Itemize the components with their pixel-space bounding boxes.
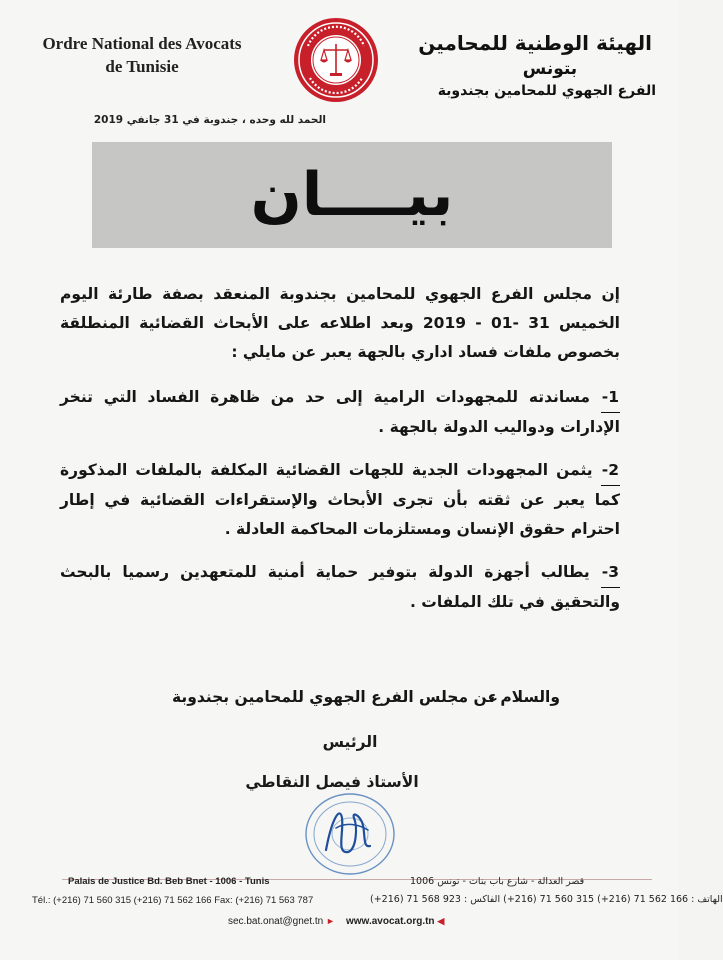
header-fr-line1: Ordre National des Avocats <box>42 34 242 53</box>
signer-name: الأستاذ فيصل النقاطي <box>245 773 419 791</box>
closing-council: عن مجلس الفرع الجهوي للمحامين بجندوبة <box>171 688 498 706</box>
list-item <box>60 456 620 544</box>
footer-email[interactable]: sec.bat.onat@gnet.tn <box>228 916 324 927</box>
statement-body <box>60 280 620 631</box>
footer-website[interactable]: www.avocat.org.tn <box>346 916 435 927</box>
footer-address-ar: قصر العدالة - شارع باب بنات - تونس 1006 <box>410 876 585 887</box>
list-item <box>60 383 620 442</box>
item-number: 2- <box>601 456 620 486</box>
list-item <box>60 558 620 617</box>
arrow-left-icon: ◀ <box>437 916 445 926</box>
footer-website-row <box>346 916 448 927</box>
document-title: بيــــان <box>250 160 454 230</box>
item-text: مساندته للمجهودات الرامية إلى حد من ظاهرة الفساد التي تنخر الإدارات ودواليب الدولة بالجهة . <box>60 388 620 436</box>
header-ar-line3: الفرع الجهوي للمحامين بجندوبة <box>437 83 656 99</box>
arrow-right-icon: ► <box>326 916 335 926</box>
item-number: 1- <box>601 383 620 413</box>
president-title: الرئيس <box>322 733 378 751</box>
item-number: 3- <box>601 558 620 588</box>
footer-address-fr: Palais de Justice Bd. Beb Bnet - 1006 - Tunis <box>68 876 270 887</box>
bar-association-seal-icon <box>292 16 380 104</box>
header-ar-line1: الهيئة الوطنية للمحامين <box>418 31 652 55</box>
header-french <box>22 32 262 78</box>
footer-email-row <box>228 916 335 927</box>
footer-phone-ar: الهاتف : 166 562 71 (216+) 315 560 71 (216+) الفاكس : 923 568 71 (216+) <box>370 894 723 905</box>
document-date: الحمد لله وحده ، جندوبة في 31 جانفي 2019 <box>93 114 326 126</box>
closing-greeting: والسلام ، <box>489 688 560 706</box>
signature-stamp-icon <box>296 788 404 878</box>
header-arabic <box>400 28 660 102</box>
footer-phone-fr: Tél.: (+216) 71 560 315 (+216) 71 562 166 Fax: (+216) 71 563 787 <box>32 895 314 906</box>
item-text: يطالب أجهزة الدولة بتوفير حماية أمنية للمتعهدين رسميا بالبحث والتحقيق في تلك الملفات . <box>60 563 620 611</box>
item-text: يثمن المجهودات الجدية للجهات القضائية المكلفة بالملفات المذكورة كما يعبر عن ثقته بأن تجرى الأبحاث والإستقراءات القضائية في إطار احترام حقوق الإنسان ومستلزمات المحاكمة العادلة . <box>60 461 620 538</box>
intro-paragraph: إن مجلس الفرع الجهوي للمحامين بجندوبة المنعقد بصفة طارئة اليوم الخميس 31 -01 - 2019 وبعد اطلاعه على الأبحاث القضائية المنطلقة بخصوص ملفات فساد اداري بالجهة يعبر عن مايلي : <box>60 285 620 361</box>
header-ar-line2: بتونس <box>522 59 578 79</box>
header-fr-line2: de Tunisie <box>105 57 179 76</box>
